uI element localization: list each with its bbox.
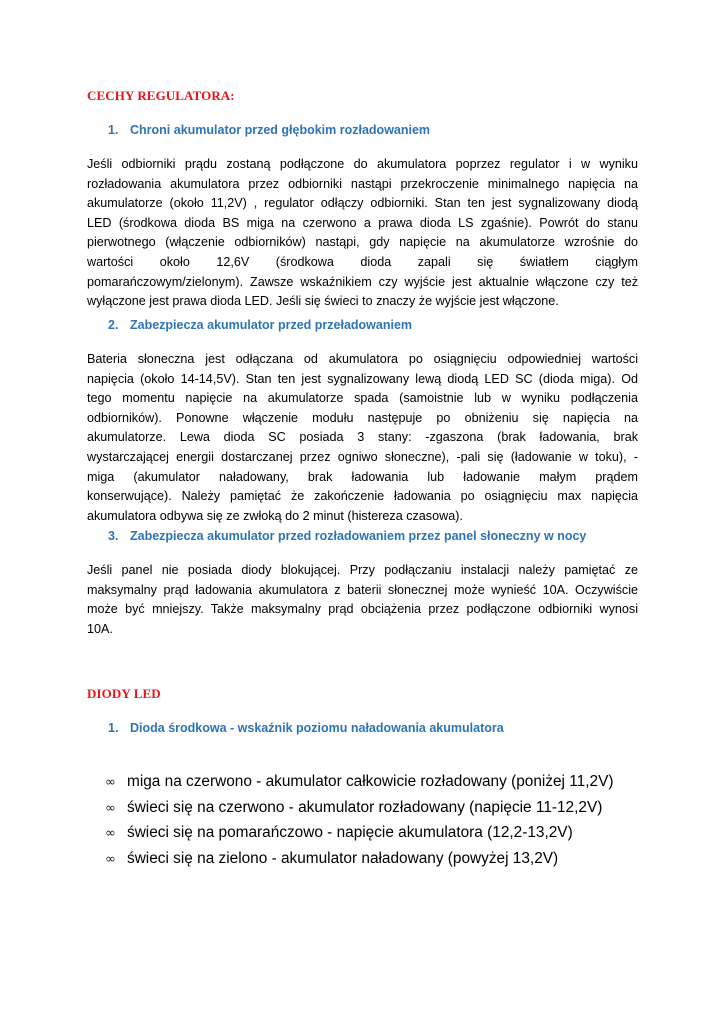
text-line: maksymalny prąd ładowania akumulatora z baterii słonecznej może wynieść 10A. Oczywiście [87, 582, 638, 597]
text-line: wyłączone jest prawa dioda LED. Jeśli się świeci to znaczy że wyjście jest włączone. [87, 294, 559, 309]
text-line: Bateria słoneczna jest odłączana od akumulatora po osiągnięciu odpowiedniej wartości [87, 352, 638, 366]
section-title-led-diodes: DIODY LED [87, 686, 161, 701]
text-line: pomarańczowym/zielonym). Zawsze wskaźnikiem czy wyjście jest aktualnie włączone czy też [87, 274, 638, 289]
text-line: 10A. [87, 621, 113, 636]
infinity-bullet-icon: ∞ [105, 800, 116, 816]
list-item-text: świeci się na pomarańczowo - napięcie akumulatora (12,2-13,2V) [127, 824, 573, 842]
heading-number: 3. [108, 529, 119, 543]
led-states-list [105, 770, 613, 873]
heading-text: Dioda środkowa - wskaźnik poziomu naładowania akumulatora [130, 721, 504, 735]
heading-text: Chroni akumulator przed głębokim rozładowaniem [130, 123, 431, 137]
text-line: wystarczającej energii dostarczanej przez ogniwo słoneczne), -pali się (ładowanie w toku), - [87, 449, 638, 464]
heading-night-discharge [108, 529, 586, 543]
text-line: miga (akumulator naładowany, brak ładowania lub ładowanie małym prądem [87, 469, 638, 484]
list-item [105, 821, 613, 847]
list-item-text: miga na czerwono - akumulator całkowicie rozładowany (poniżej 11,2V) [127, 773, 614, 790]
text-line: Jeśli odbiorniki prądu zostaną podłączone do akumulatora poprzez regulator i w wyniku [87, 157, 638, 171]
heading-text: Zabezpiecza akumulator przed przeładowaniem [130, 318, 413, 332]
text-line: odbiorników). Ponowne włączenie modułu następuje po obniżeniu się napięcia na [87, 410, 638, 425]
text-line: pierwotnego (włączenie odbiorników) nastąpi, gdy napięcie na akumulatorze wzrośnie do [87, 235, 638, 250]
text-line: Jeśli panel nie posiada diody blokującej. Przy podłączaniu instalacji należy pamiętać ze [87, 563, 638, 577]
text-line: LED (środkowa dioda BS miga na czerwono a prawa dioda LS zgaśnie). Powrót do stanu [87, 215, 638, 230]
list-item-text: świeci się na czerwono - akumulator rozładowany (napięcie 11-12,2V) [127, 798, 603, 816]
list-item [105, 796, 613, 822]
heading-number: 1. [108, 123, 119, 137]
text-line: może być mniejszy. Także maksymalny prąd obciążenia przez podłączone odbiorniki wynosi [87, 602, 638, 617]
text-line: akumulatora odbywa się ze zwłoką do 2 minut (histereza czasowa). [87, 508, 463, 523]
text-line: konserwujące). Należy pamiętać że zakończenie ładowania po osiągnięciu max napięcia [87, 489, 638, 504]
text-line: rozładowania akumulatora przez odbiorniki nastąpi przekroczenie minimalnego napięcia na [87, 176, 638, 191]
text-line: tego momentu napięcie na akumulatorze spada (samoistnie lub w wyniku podłączenia [87, 391, 638, 406]
paragraph-deep-discharge [87, 155, 638, 312]
heading-overcharge [108, 318, 412, 332]
heading-number: 2. [108, 318, 119, 332]
text-line: napięcia (około 14-14,5V). Stan ten jest sygnalizowany lewą diodą LED SC (dioda miga). Od [87, 371, 638, 386]
list-item [105, 847, 613, 873]
paragraph-night-discharge [87, 561, 638, 639]
infinity-bullet-icon: ∞ [105, 826, 116, 842]
heading-middle-diode [108, 721, 504, 735]
section-title-regulator-features: CECHY REGULATORA: [87, 88, 235, 103]
infinity-bullet-icon: ∞ [105, 852, 116, 868]
paragraph-overcharge [87, 350, 638, 526]
text-line: wartości około 12,6V (środkowa dioda zapali się światłem ciągłym [87, 254, 638, 269]
infinity-bullet-icon: ∞ [105, 775, 116, 790]
text-line: akumulatorze. Lewa dioda SC posiada 3 stany: -zgaszona (brak ładowania, brak [87, 430, 638, 445]
text-line: akumulatorze (około 11,2V) , regulator odłączy odbiorniki. Stan ten jest sygnalizowany diodą [87, 196, 638, 211]
list-item [105, 770, 613, 796]
heading-deep-discharge [108, 123, 430, 137]
heading-number: 1. [108, 721, 119, 735]
heading-text: Zabezpiecza akumulator przed rozładowaniem przez panel słoneczny w nocy [130, 529, 587, 543]
list-item-text: świeci się na zielono - akumulator naładowany (powyżej 13,2V) [127, 850, 559, 868]
